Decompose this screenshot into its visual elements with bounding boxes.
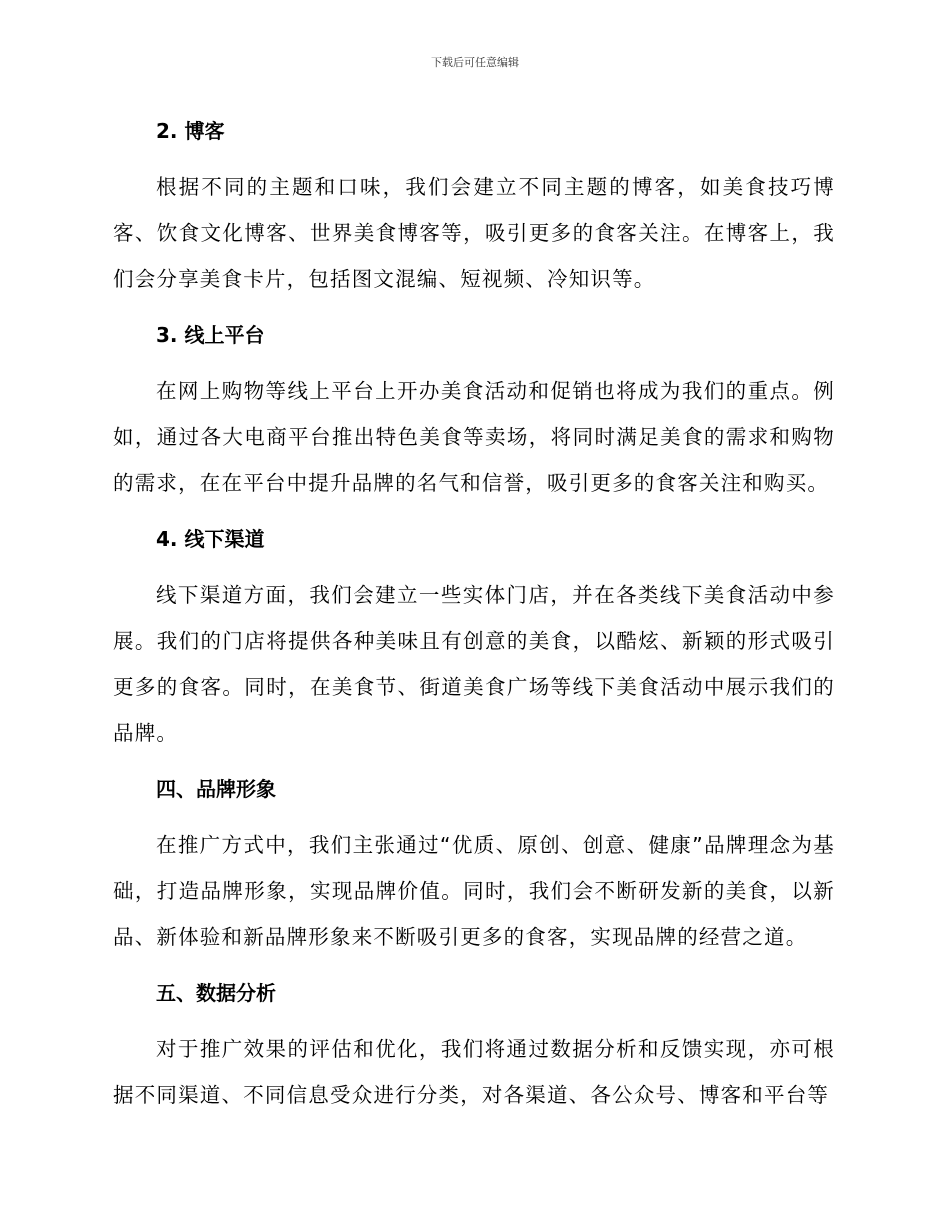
section-heading: 五、数据分析 — [156, 981, 276, 1005]
section-heading: 3. 线上平台 — [156, 323, 265, 347]
section-paragraph: 根据不同的主题和口味，我们会建立不同主题的博客，如美食技巧博客、饮食文化博客、世界美食博客等，吸引更多的食客关注。在博客上，我们会分享美食卡片，包括图文混编、短视频、冷知识等。 — [113, 175, 835, 291]
section-paragraph: 线下渠道方面，我们会建立一些实体门店，并在各类线下美食活动中参展。我们的门店将提供各种美味且有创意的美食，以酷炫、新颖的形式吸引更多的食客。同时，在美食节、街道美食广场等线下美食活动中展示我们的品牌。 — [113, 583, 835, 745]
section-heading: 4. 线下渠道 — [156, 527, 265, 551]
section-paragraph: 在网上购物等线上平台上开办美食活动和促销也将成为我们的重点。例如，通过各大电商平台推出特色美食等卖场，将同时满足美食的需求和购物的需求，在在平台中提升品牌的名气和信誉，吸引更多的食客关注和购买。 — [113, 379, 835, 495]
section-data-analysis — [113, 970, 835, 1118]
section-heading: 2. 博客 — [156, 119, 225, 143]
section-online-platform — [113, 312, 835, 516]
section-paragraph: 对于推广效果的评估和优化，我们将通过数据分析和反馈实现，亦可根据不同渠道、不同信息受众进行分类，对各渠道、各公众号、博客和平台等 — [113, 1037, 835, 1107]
document-body — [113, 108, 835, 1118]
section-paragraph: 在推广方式中，我们主张通过“优质、原创、创意、健康”品牌理念为基础，打造品牌形象，实现品牌价值。同时，我们会不断研发新的美食，以新品、新体验和新品牌形象来不断吸引更多的食客，实现品牌的经营之道。 — [113, 833, 835, 949]
section-heading: 四、品牌形象 — [156, 777, 276, 801]
section-offline-channel — [113, 516, 835, 766]
header-note: 下载后可任意编辑 — [431, 56, 519, 69]
section-blog — [113, 108, 835, 312]
section-brand-image — [113, 766, 835, 970]
